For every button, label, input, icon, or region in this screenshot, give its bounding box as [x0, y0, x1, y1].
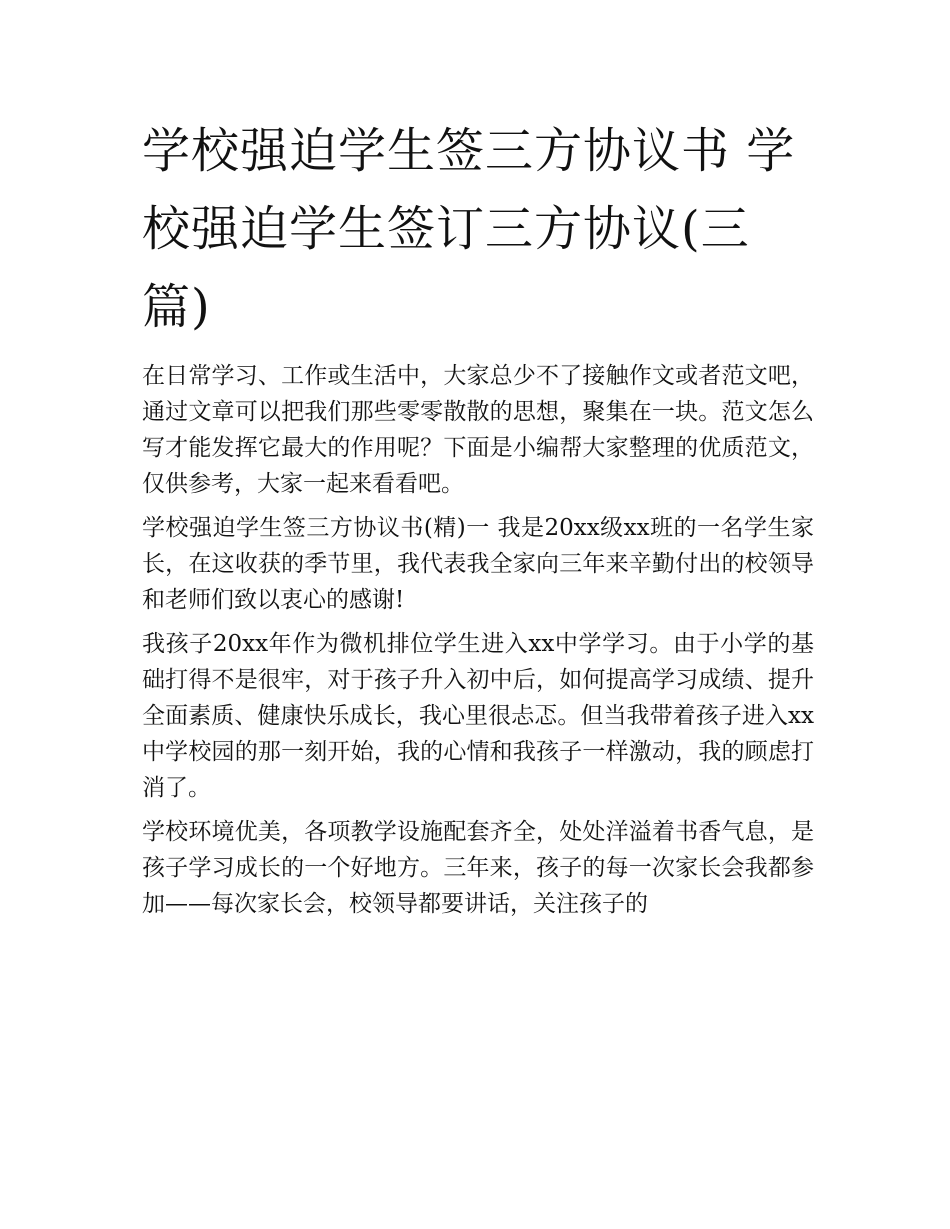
document-body	[142, 112, 814, 930]
paragraph-3: 学校环境优美，各项教学设施配套齐全，处处洋溢着书香气息，是孩子学习成长的一个好地方。三年来，孩子的每一次家长会我都参加——每次家长会，校领导都要讲话，关注孩子的	[142, 819, 814, 917]
paragraph-1: 学校强迫学生签三方协议书(精)一 我是20xx级xx班的一名学生家长，在这收获的季节里，我代表我全家向三年来辛勤付出的校领导和老师们致以衷心的感谢!	[142, 515, 814, 613]
paragraph-intro: 在日常学习、工作或生活中，大家总少不了接触作文或者范文吧，通过文章可以把我们那些零零散散的思想，聚集在一块。范文怎么写才能发挥它最大的作用呢？下面是小编帮大家整理的优质范文，仅供参考，大家一起来看看吧。	[142, 363, 814, 497]
paragraph-2: 我孩子20xx年作为微机排位学生进入xx中学学习。由于小学的基础打得不是很牢，对于孩子升入初中后，如何提高学习成绩、提升全面素质、健康快乐成长，我心里很忐忑。但当我带着孩子进入xx中学校园的那一刻开始，我的心情和我孩子一样激动，我的顾虑打消了。	[142, 631, 814, 801]
document-title: 学校强迫学生签三方协议书 学校强迫学生签订三方协议(三篇)	[142, 123, 796, 335]
